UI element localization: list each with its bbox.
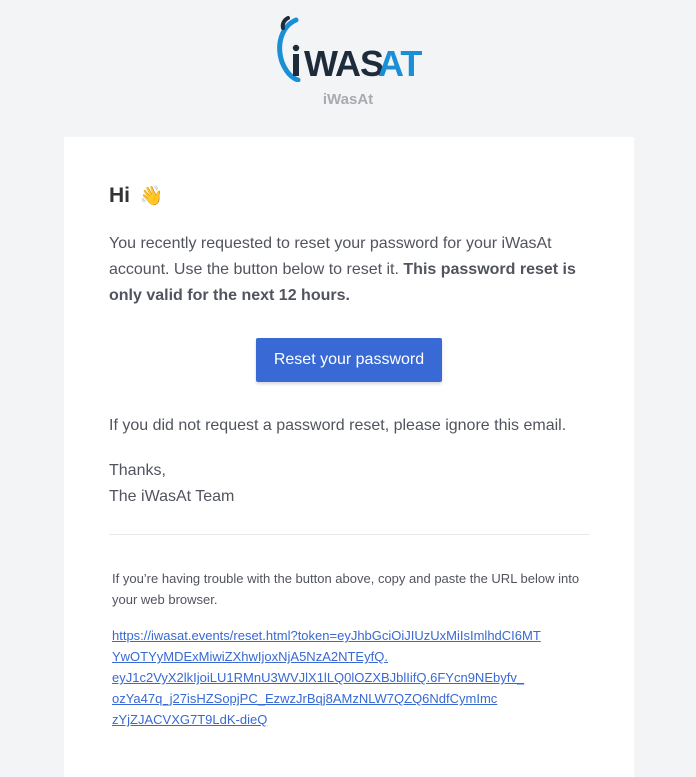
svg-text:AT: AT xyxy=(378,43,422,82)
ignore-notice: If you did not request a password reset, please ignore this email. xyxy=(109,417,567,434)
reset-url-line: ozYa47q_j27isHZSopjPC_EzwzJrBqj8AMzNLW7QZQ6NdfCymImc xyxy=(112,691,498,706)
divider xyxy=(109,534,590,535)
validity-notice: This password reset is only valid for the next 12 hours. xyxy=(109,261,576,304)
reset-url-line: https://iwasat.events/reset.html?token=eyJhbGciOiJIUzUxMiIsImlhdCI6MT xyxy=(112,628,541,643)
email-body-card xyxy=(64,137,634,777)
reset-url-line: eyJ1c2VyX2lkIjoiLU1RMnU3WVJlX1lLQ0lOZXBJblIifQ.6FYcn9NEbyfv_ xyxy=(112,670,525,685)
reset-request-intro xyxy=(109,231,589,309)
brand-name-link[interactable]: iWasAt xyxy=(322,91,374,108)
reset-password-button[interactable]: Reset your password xyxy=(256,338,442,382)
waving-hand-icon: 👋 xyxy=(139,186,164,207)
sign-off-text: Thanks, xyxy=(109,462,166,479)
greeting-text: Hi xyxy=(109,184,130,207)
sign-off xyxy=(109,458,234,510)
greeting-heading xyxy=(109,184,164,208)
reset-url-link[interactable] xyxy=(112,625,552,730)
signature-text: The iWasAt Team xyxy=(109,488,235,505)
reset-url-line: YwOTYyMDExMiwiZXhwIjoxNjA5NzA2NTEyfQ. xyxy=(112,649,388,664)
reset-url-line: zYjZJACVXG7T9LdK-dieQ xyxy=(112,712,268,727)
svg-text:WAS: WAS xyxy=(304,43,384,82)
iwasat-logo[interactable] xyxy=(274,14,424,82)
trouble-instructions: If you’re having trouble with the button above, copy and paste the URL below into your web browser. xyxy=(112,571,580,607)
intro-text: You recently requested to reset your password for your iWasAt account. Use the button below to reset it. xyxy=(109,235,552,278)
